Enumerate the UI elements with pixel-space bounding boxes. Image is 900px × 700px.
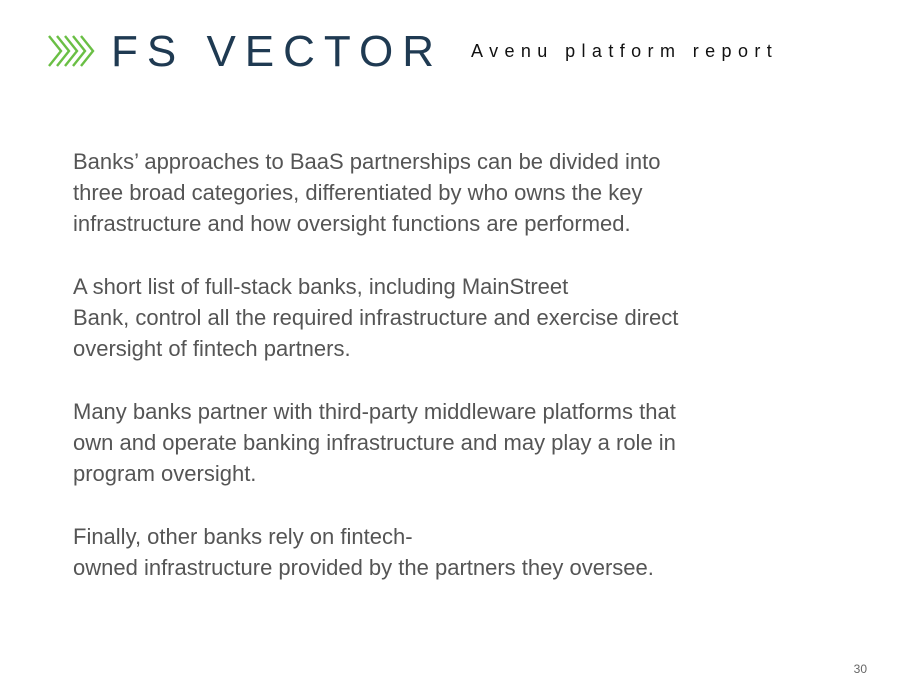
text-line: Many banks partner with third-party middleware platforms that [73,399,676,424]
header [47,25,867,79]
text-line: Bank, control all the required infrastructure and exercise direct [73,305,679,330]
text-line: oversight of fintech partners. [73,336,351,361]
body-text [73,146,833,615]
text-line: A short list of full-stack banks, including MainStreet [73,274,569,299]
chevron-arrows-icon [47,33,101,69]
text-line: owned infrastructure provided by the partners they oversee. [73,555,654,580]
text-line: program oversight. [73,461,257,486]
paragraph [73,146,833,239]
paragraph [73,271,833,364]
paragraph [73,521,833,583]
report-title: Avenu platform report [471,41,779,61]
text-line: own and operate banking infrastructure and may play a role in [73,430,676,455]
page-number: 30 [853,662,867,676]
text-line: infrastructure and how oversight functions are performed. [73,211,631,236]
text-line: three broad categories, differentiated by who owns the key [73,180,643,205]
paragraph [73,396,833,489]
text-line: Finally, other banks rely on fintech- [73,524,413,549]
text-line: Banks’ approaches to BaaS partnerships can be divided into [73,149,661,174]
logo-wordmark: FS VECTOR [111,27,444,76]
